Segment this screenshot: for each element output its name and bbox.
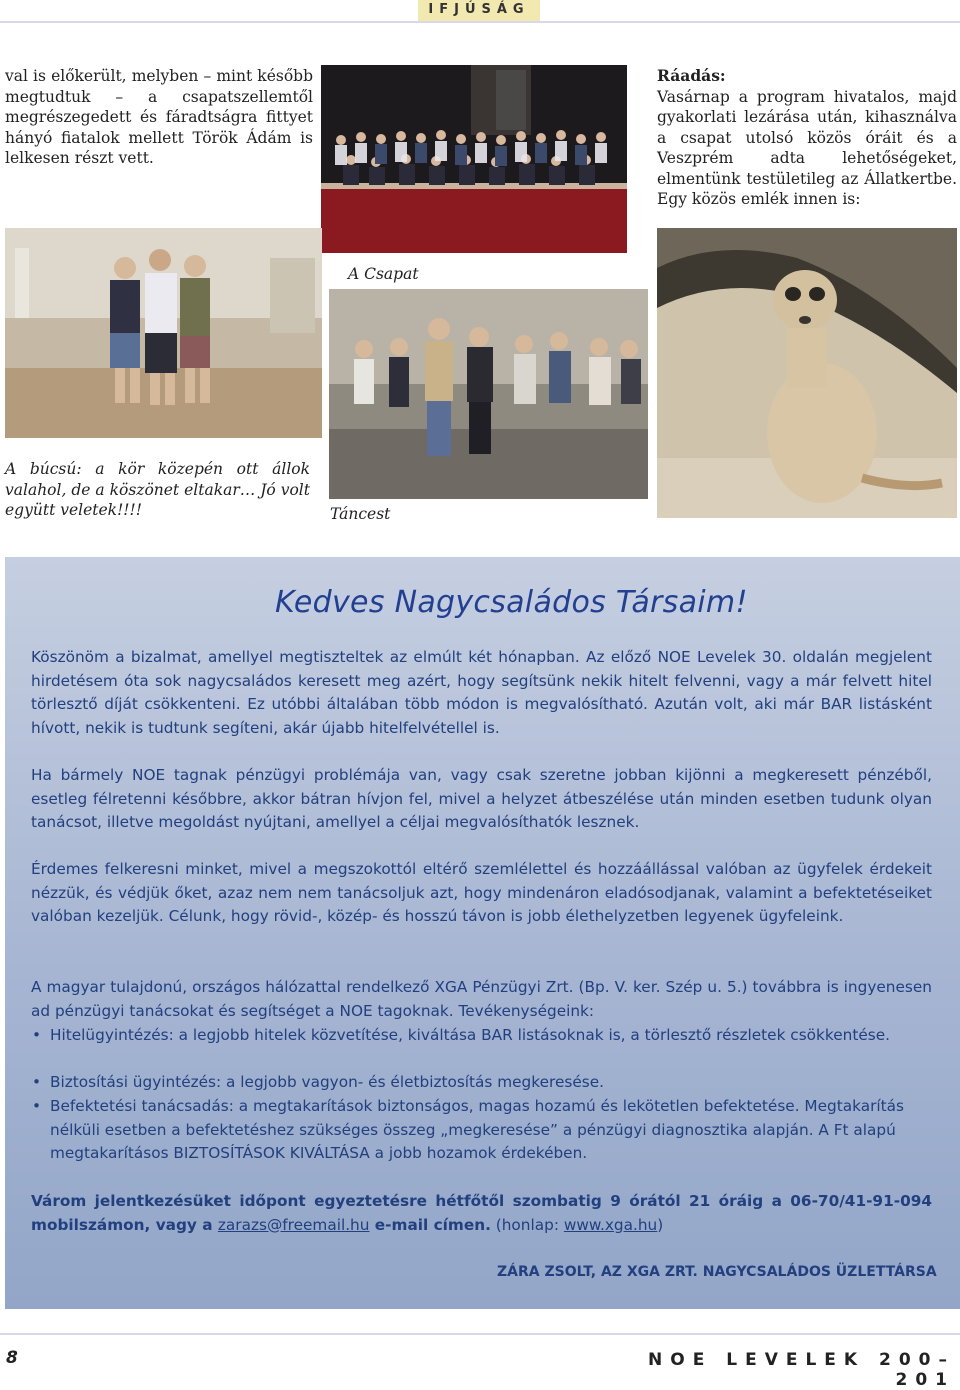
extra-heading: Ráadás: bbox=[657, 66, 726, 85]
team-caption: A Csapat bbox=[348, 265, 419, 283]
bullet-text: Befektetési tanácsadás: a megtakarítások biztonságos, magas hozamú és lekötetlen befektetése. Megtakarítás nélküli esetben a befektetéshez szükséges összeg „megkeresése” a pénzügyi diagnosztika alapján. A Ft alapú megtakarításos BIZTOSÍTÁSOK KIVÁLTÁSA a jobb hozamok érdekében. bbox=[50, 1097, 904, 1162]
meerkat-photo bbox=[657, 228, 957, 518]
contact-bold-1: Várom jelentkezésüket időpont egyeztetésre hétfőtől szombatig 9 órától 21 óráig a 06-70/41-91-094 mobilszámon, vagy a bbox=[31, 1192, 932, 1234]
advert-paragraph-4: A magyar tulajdonú, országos hálózattal rendelkező XGA Pénzügyi Zrt. (Bp. V. ker. Szép u. 5.) továbbra is ingyenesen ad pénzügyi tanácsokat és segítséget a NOE tagoknak. Tevékenységeink: bbox=[31, 978, 932, 1020]
left-column-text: val is előkerült, melyben – mint később megtudtuk – a csapatszellemtől megrészegedett és fáradtságra fittyet hányó fiatalok mellett Török Ádám is lelkesen részt vett. bbox=[5, 67, 313, 167]
farewell-photo bbox=[5, 228, 322, 438]
team-photo bbox=[321, 65, 627, 253]
website-link[interactable]: www.xga.hu bbox=[563, 1215, 658, 1234]
bullet-item: • Befektetési tanácsadás: a megtakarítások biztonságos, magas hozamú és lekötetlen befektetése. Megtakarítás nélküli esetben a befektetéshez szükséges összeg „megkeresése” a pénzügyi diagnosztika alapján. A Ft alapú megtakarításos BIZTOSÍTÁSOK KIVÁLTÁSA a jobb hozamok érdekében. bbox=[32, 1097, 904, 1162]
contact-line bbox=[31, 1190, 932, 1237]
email-link[interactable]: zarazs@freemail.hu bbox=[217, 1215, 370, 1234]
dance-photo bbox=[329, 289, 648, 499]
advert-paragraph-2: Ha bármely NOE tagnak pénzügyi problémája van, vagy csak szeretne jobban kijönni a megkeresett pénzéből, esetleg félretenni későbbre, akkor bátran hívjon fel, mivel a helyzet átbeszélése után minden esetben tudunk olyan tanácsot, illetve megoldást nyújtani, amellyel a céljai megvalósíthatók lesznek. bbox=[31, 766, 932, 831]
page-number: 8 bbox=[6, 1348, 18, 1368]
bullet-text: Hitelügyintézés: a legjobb hitelek közvetítése, kiváltása BAR listásoknak is, a törlesztő részletek csökkentése. bbox=[50, 1026, 890, 1044]
section-label: IFJÚSÁG bbox=[428, 2, 530, 17]
header-rule bbox=[0, 21, 960, 23]
dance-caption: Táncest bbox=[330, 505, 391, 523]
advert-paragraph-1: Köszönöm a bizalmat, amellyel megtiszteltek az elmúlt két hónapban. Az előző NOE Levelek 30. oldalán megjelent hirdetésem óta sok nagycsaládos keresett meg azért, hogy segítsünk nekik hitelt felvenni, vagy a már felvett hitel törlesztő díját csökkenteni. Ez utóbbi általában több módon is megvalósítható. Azután volt, aki már BAR listásként hívott, nekik is tudtunk segíteni, akár újabb hitelfelvétellel is. bbox=[31, 648, 932, 737]
footer-rule bbox=[0, 1333, 960, 1335]
journal-name: NOE LEVELEK 200–201 bbox=[648, 1350, 955, 1390]
contact-plain: (honlap: bbox=[490, 1215, 564, 1234]
advert-title: Kedves Nagycsaládos Társaim! bbox=[275, 585, 748, 620]
advert-paragraph-3: Érdemes felkeresni minket, mivel a megszokottól eltérő szemlélettel és hozzáállással valóban az ügyfelek érdekeit nézzük, és védjük őket, azaz nem nem tanácsoljuk azt, hogy mindenáron eladósodjanak, valamint a befektetéseiket valóban kezeljük. Célunk, hogy rövid-, közép- és hosszú távon is jobb élethelyzetben legyenek ügyfeleink. bbox=[31, 860, 932, 925]
right-column bbox=[657, 66, 957, 210]
farewell-caption: A búcsú: a kör közepén ott állok valahol, de a köszönet eltakar… Jó volt együtt veletek!!!! bbox=[5, 460, 310, 519]
signature: ZÁRA ZSOLT, AZ XGA ZRT. NAGYCSALÁDOS ÜZLETTÁRSA bbox=[497, 1264, 937, 1280]
bullet-text: Biztosítási ügyintézés: a legjobb vagyon- és életbiztosítás megkeresése. bbox=[50, 1073, 604, 1091]
bullet-item: • Biztosítási ügyintézés: a legjobb vagyon- és életbiztosítás megkeresése. bbox=[32, 1073, 604, 1091]
contact-bold-2: e-mail címen. bbox=[369, 1215, 491, 1234]
contact-end: ) bbox=[657, 1215, 664, 1234]
bullet-item: • Hitelügyintézés: a legjobb hitelek közvetítése, kiváltása BAR listásoknak is, a törlesztő részletek csökkentése. bbox=[32, 1026, 890, 1044]
extra-text: Vasárnap a program hivatalos, majd gyakorlati lezárása után, kihasználva a csapat utolsó közös óráit és a Veszprém adta lehetőségeket, elmentünk testületileg az Állatkertbe. Egy közös emlék innen is: bbox=[657, 87, 957, 208]
